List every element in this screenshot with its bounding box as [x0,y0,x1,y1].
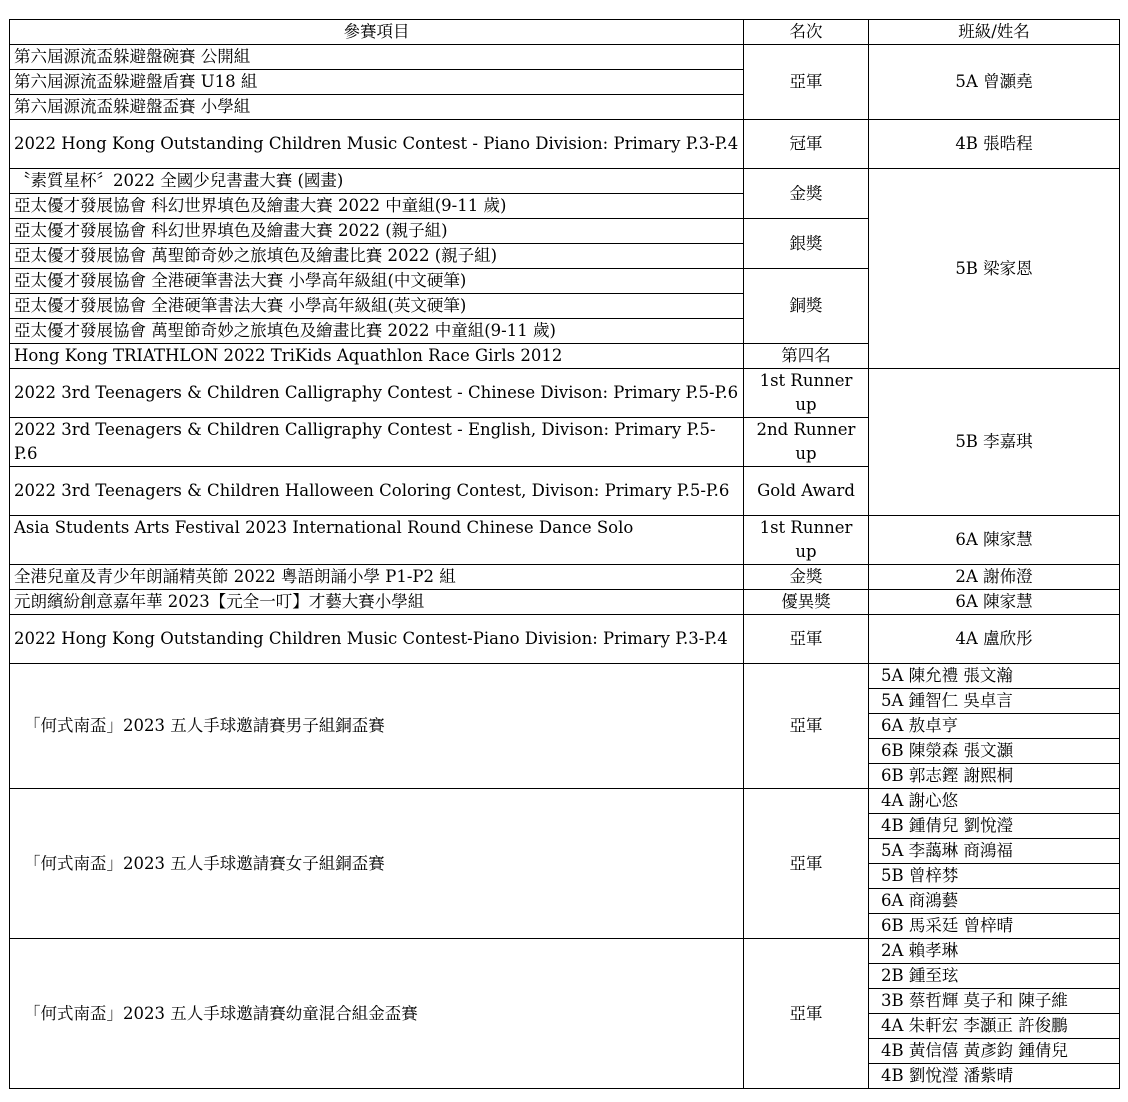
person-cell: 5A 陳允禮 張文瀚 [869,664,1120,689]
header-class-name: 班級/姓名 [869,20,1120,45]
event-cell: 2022 3rd Teenagers & Children Calligraphy Contest - Chinese Divison: Primary P.5-P.6 [10,369,744,418]
table-row [10,939,1120,964]
person-cell: 5A 鍾智仁 吳卓言 [869,689,1120,714]
table-row [10,45,1120,70]
person-cell: 6B 陳滎森 張文灝 [869,739,1120,764]
person-cell: 4B 鍾倩兒 劉悅瀅 [869,814,1120,839]
event-cell: 「何式南盃」2023 五人手球邀請賽男子組銅盃賽 [10,664,744,789]
person-cell: 4B 劉悅瀅 潘紫晴 [869,1064,1120,1089]
person-cell: 5A 曾灝堯 [869,45,1120,120]
person-cell: 2A 賴孝琳 [869,939,1120,964]
rank-cell: 優異獎 [744,590,869,615]
table-row [10,516,1120,565]
event-cell: 2022 Hong Kong Outstanding Children Music Contest - Piano Division: Primary P.3-P.4 [10,120,744,169]
rank-cell: 第四名 [744,344,869,369]
event-cell: Hong Kong TRIATHLON 2022 TriKids Aquathlon Race Girls 2012 [10,344,744,369]
table-row [10,590,1120,615]
event-cell: 「何式南盃」2023 五人手球邀請賽女子組銅盃賽 [10,789,744,939]
rank-cell: 銅獎 [744,269,869,344]
event-cell: 亞太優才發展協會 萬聖節奇妙之旅填色及繪畫比賽 2022 (親子組) [10,244,744,269]
event-cell: 2022 Hong Kong Outstanding Children Music Contest-Piano Division: Primary P.3-P.4 [10,615,744,664]
person-cell: 5B 李嘉琪 [869,369,1120,516]
table-row [10,565,1120,590]
event-cell: 亞太優才發展協會 科幻世界填色及繪畫大賽 2022 (親子組) [10,219,744,244]
rank-cell: 亞軍 [744,45,869,120]
event-cell: 亞太優才發展協會 萬聖節奇妙之旅填色及繪畫比賽 2022 中童組(9-11 歲) [10,319,744,344]
event-cell: 第六屆源流盃躲避盤盾賽 U18 組 [10,70,744,95]
awards-table [9,19,1120,1089]
rank-cell: 1st Runner up [744,369,869,418]
event-cell: 2022 3rd Teenagers & Children Halloween Coloring Contest, Divison: Primary P.5-P.6 [10,467,744,516]
person-cell: 6A 陳家慧 [869,590,1120,615]
person-cell: 3B 蔡哲輝 莫子和 陳子維 [869,989,1120,1014]
rank-cell: 銀獎 [744,219,869,269]
rank-cell: 金獎 [744,169,869,219]
table-row [10,120,1120,169]
rank-cell: 冠軍 [744,120,869,169]
rank-cell: Gold Award [744,467,869,516]
event-cell: 元朗繽紛創意嘉年華 2023【元全一叮】才藝大賽小學組 [10,590,744,615]
event-cell: 〝素質星杯〞2022 全國少兒書畫大賽 (國畫) [10,169,744,194]
person-cell: 5B 梁家恩 [869,169,1120,369]
person-cell: 2B 鍾至玹 [869,964,1120,989]
person-cell: 4A 朱軒宏 李灝正 許俊鵬 [869,1014,1120,1039]
rank-cell: 亞軍 [744,615,869,664]
event-cell: 全港兒童及青少年朗誦精英節 2022 粵語朗誦小學 P1-P2 組 [10,565,744,590]
table-row [10,369,1120,418]
event-cell: 亞太優才發展協會 全港硬筆書法大賽 小學高年級組(中文硬筆) [10,269,744,294]
rank-cell: 亞軍 [744,939,869,1089]
event-cell: 亞太優才發展協會 科幻世界填色及繪畫大賽 2022 中童組(9-11 歲) [10,194,744,219]
person-cell: 6B 馬采廷 曾梓晴 [869,914,1120,939]
person-cell: 2A 謝佈澄 [869,565,1120,590]
event-cell: 第六屆源流盃躲避盤碗賽 公開組 [10,45,744,70]
table-row [10,615,1120,664]
rank-cell: 2nd Runner up [744,418,869,467]
person-cell: 6A 敖卓亨 [869,714,1120,739]
person-cell: 4B 張晧程 [869,120,1120,169]
person-cell: 6B 郭志鏗 謝熙桐 [869,764,1120,789]
event-cell: 第六屆源流盃躲避盤盃賽 小學組 [10,95,744,120]
table-row [10,664,1120,689]
person-cell: 4A 謝心悠 [869,789,1120,814]
person-cell: 5B 曾梓棼 [869,864,1120,889]
table-row [10,789,1120,814]
header-event: 參賽項目 [10,20,744,45]
rank-cell: 金獎 [744,565,869,590]
rank-cell: 亞軍 [744,664,869,789]
event-cell: Asia Students Arts Festival 2023 International Round Chinese Dance Solo [10,516,744,565]
event-cell: 「何式南盃」2023 五人手球邀請賽幼童混合組金盃賽 [10,939,744,1089]
event-cell: 2022 3rd Teenagers & Children Calligraphy Contest - English, Divison: Primary P.5-P.6 [10,418,744,467]
rank-cell: 1st Runner up [744,516,869,565]
person-cell: 6A 陳家慧 [869,516,1120,565]
event-cell: 亞太優才發展協會 全港硬筆書法大賽 小學高年級組(英文硬筆) [10,294,744,319]
table-row [10,169,1120,194]
person-cell: 6A 商鴻藝 [869,889,1120,914]
table-header-row [10,20,1120,45]
header-rank: 名次 [744,20,869,45]
person-cell: 4A 盧欣彤 [869,615,1120,664]
rank-cell: 亞軍 [744,789,869,939]
person-cell: 4B 黃信僖 黃彥鈞 鍾倩兒 [869,1039,1120,1064]
person-cell: 5A 李藹琳 商鴻福 [869,839,1120,864]
